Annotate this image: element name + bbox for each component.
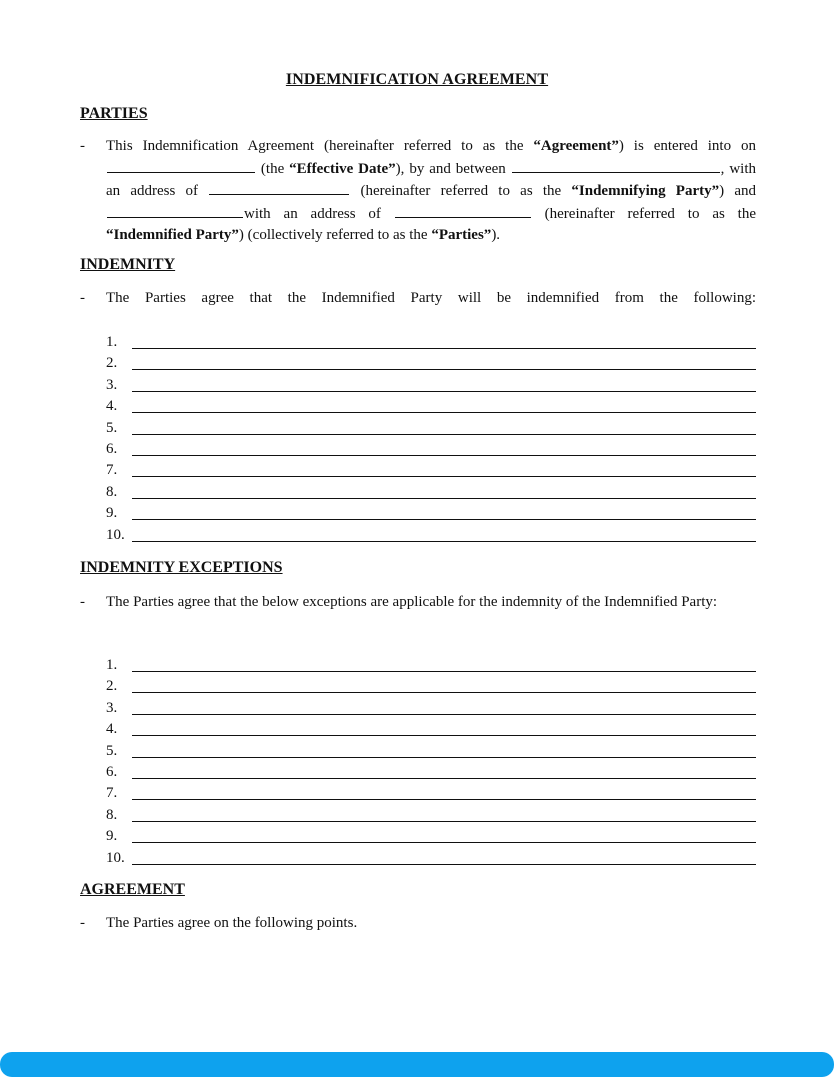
indemnifying-party-address-blank[interactable]: [209, 180, 349, 195]
list-item-blank-line[interactable]: [132, 541, 756, 542]
list-item: [106, 376, 756, 397]
exceptions-paragraph: [80, 592, 756, 636]
list-item-blank-line[interactable]: [132, 455, 756, 456]
bullet-dash: -: [80, 915, 85, 931]
list-item: [106, 742, 756, 763]
list-item-number: 2.: [106, 355, 118, 372]
indemnity-text: The Parties agree that the Indemnified Party will be indemnified from the following:: [106, 290, 756, 306]
list-item-blank-line[interactable]: [132, 412, 756, 413]
exceptions-heading: INDEMNITY EXCEPTIONS: [80, 559, 283, 576]
list-item: [106, 354, 756, 375]
list-item-blank-line[interactable]: [132, 864, 756, 865]
list-item-blank-line[interactable]: [132, 821, 756, 822]
agreement-paragraph: [80, 913, 756, 935]
parties-heading: PARTIES: [80, 105, 148, 122]
list-item-number: 5.: [106, 419, 118, 436]
list-item-blank-line[interactable]: [132, 434, 756, 435]
list-item: [106, 333, 756, 354]
list-item-blank-line[interactable]: [132, 778, 756, 779]
list-item-number: 1.: [106, 334, 118, 350]
list-item-number: 6.: [106, 763, 118, 780]
parties-text: This Indemnification Agreement (hereinafter referred to as the “Agreement”) is entered into on (the “Effective Date”), by and between , with an address of (hereinafter referred to as the “Indemnifying Party”) and with an address of (hereinafter referred to as the “Indemnified Party”) (collectively referred to as the “Parties”).: [106, 138, 757, 243]
list-item: [106, 827, 756, 848]
list-item-number: 9.: [106, 828, 118, 845]
list-item: [106, 504, 756, 525]
footer-accent-bar: [0, 1052, 834, 1077]
list-item-number: 6.: [106, 440, 118, 457]
effective-date-blank[interactable]: [107, 158, 255, 173]
list-item-blank-line[interactable]: [132, 476, 756, 477]
list-item-blank-line[interactable]: [132, 692, 756, 693]
list-item-blank-line[interactable]: [132, 391, 756, 392]
list-item: [106, 720, 756, 741]
list-item: [106, 784, 756, 805]
list-item-blank-line[interactable]: [132, 348, 756, 349]
list-item-number: 3.: [106, 699, 118, 716]
list-item-blank-line[interactable]: [132, 735, 756, 736]
indemnity-list: [106, 333, 756, 547]
indemnifying-party-name-blank[interactable]: [512, 158, 720, 173]
list-item: [106, 419, 756, 440]
bullet-dash: -: [80, 138, 85, 154]
list-item: [106, 699, 756, 720]
list-item-blank-line[interactable]: [132, 799, 756, 800]
list-item-number: 5.: [106, 742, 118, 759]
list-item: [106, 483, 756, 504]
indemnified-party-name-blank[interactable]: [107, 203, 243, 218]
list-item-number: 8.: [106, 483, 118, 500]
list-item-number: 10.: [106, 526, 125, 543]
exceptions-text: The Parties agree that the below exceptions are applicable for the indemnity of the Indemnified Party:: [106, 594, 718, 610]
list-item: [106, 461, 756, 482]
bullet-dash: -: [80, 594, 85, 610]
list-item-number: 8.: [106, 806, 118, 823]
list-item: [106, 763, 756, 784]
list-item: [106, 397, 756, 418]
list-item-number: 3.: [106, 376, 118, 393]
agreement-text: The Parties agree on the following points.: [106, 915, 358, 931]
list-item: [106, 806, 756, 827]
list-item-number: 10.: [106, 849, 125, 866]
agreement-heading: AGREEMENT: [80, 881, 185, 898]
indemnity-heading: INDEMNITY: [80, 256, 176, 273]
list-item-blank-line[interactable]: [132, 671, 756, 672]
list-item: [106, 526, 756, 547]
list-item-blank-line[interactable]: [132, 842, 756, 843]
list-item: [106, 656, 756, 677]
exceptions-list: [106, 656, 756, 870]
list-item: [106, 677, 756, 698]
list-item-number: 1.: [106, 657, 118, 673]
list-item-number: 7.: [106, 785, 118, 802]
list-item-number: 7.: [106, 462, 118, 479]
parties-paragraph: [80, 136, 756, 246]
list-item-blank-line[interactable]: [132, 714, 756, 715]
list-item-blank-line[interactable]: [132, 369, 756, 370]
list-item: [106, 849, 756, 870]
list-item-number: 9.: [106, 505, 118, 522]
bullet-dash: -: [80, 290, 85, 306]
list-item-blank-line[interactable]: [132, 498, 756, 499]
list-item-blank-line[interactable]: [132, 519, 756, 520]
indemnity-paragraph: [80, 288, 756, 310]
document-title: INDEMNIFICATION AGREEMENT: [285, 71, 549, 88]
list-item: [106, 440, 756, 461]
list-item-number: 4.: [106, 721, 118, 738]
indemnified-party-address-blank[interactable]: [395, 203, 531, 218]
list-item-blank-line[interactable]: [132, 757, 756, 758]
list-item-number: 4.: [106, 398, 118, 415]
list-item-number: 2.: [106, 678, 118, 695]
